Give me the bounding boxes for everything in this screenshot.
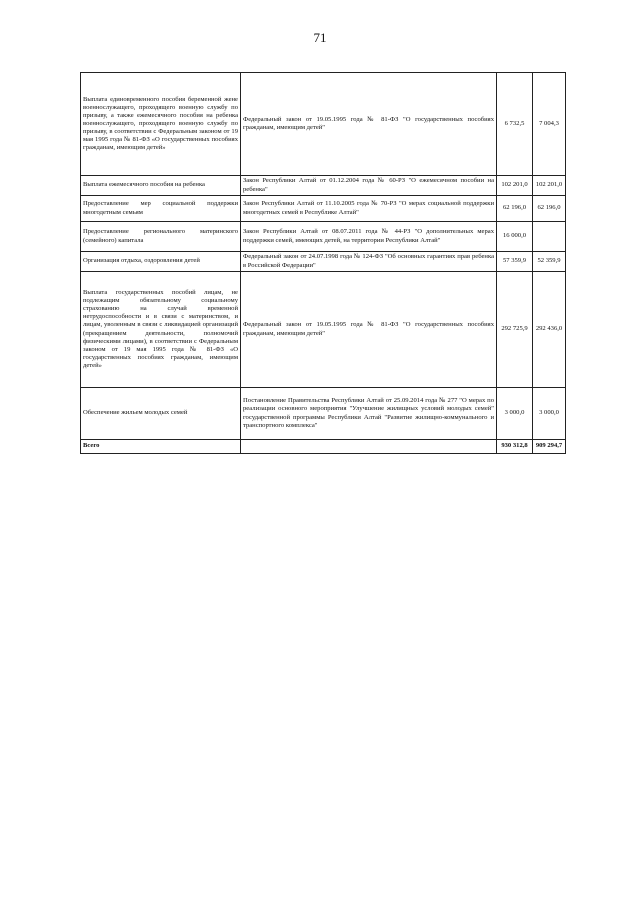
total-law-empty: [241, 440, 497, 454]
row-law: Закон Республики Алтай от 01.12.2004 года № 60-РЗ "О ежемесячном пособии на ребенка": [241, 176, 497, 196]
row-value-2: 3 000,0: [533, 388, 566, 440]
row-name: Выплата единовременного пособия беременной жене военнослужащего, проходящего военную службу по призыву, а также ежемесячного пособия на ребенка военнослужащего, проходящего военную службу по призыву, в соответствии с Федеральным законом от 19 мая 1995 года № 81-ФЗ «О государственных пособиях гражданам, имеющим детей»: [81, 73, 241, 176]
row-name: Выплата ежемесячного пособия на ребенка: [81, 176, 241, 196]
row-name: Организация отдыха, оздоровления детей: [81, 252, 241, 272]
row-law: Постановление Правительства Республики Алтай от 25.09.2014 года № 277 "О мерах по реализации основного мероприятия "Улучшение жилищных условий молодых семей" государственной программы Республики Алтай "Развитие жилищно-коммунального и транспортного комплекса": [241, 388, 497, 440]
row-value-1: 16 000,0: [497, 222, 533, 252]
row-value-1: 292 725,9: [497, 272, 533, 388]
table-row: [81, 388, 566, 440]
row-name: Предоставление регионального материнского (семейного) капитала: [81, 222, 241, 252]
row-name: Предоставление мер социальной поддержки многодетным семьям: [81, 196, 241, 222]
table-row: [81, 196, 566, 222]
table-row: [81, 222, 566, 252]
row-law: Федеральный закон от 24.07.1998 года № 124-ФЗ "Об основных гарантиях прав ребенка в Российской Федерации": [241, 252, 497, 272]
row-name: Выплата государственных пособий лицам, не подлежащим обязательному социальному страхованию на случай временной нетрудоспособности и в связи с материнством, и лицам, уволенным в связи с ликвидацией организаций (прекращением деятельности, полномочий физическими лицами), в соответствии с Федеральным законом от 19 мая 1995 года № 81-ФЗ «О государственных пособиях гражданам, имеющим детей»: [81, 272, 241, 388]
row-law: Федеральный закон от 19.05.1995 года № 81-ФЗ "О государственных пособиях гражданам, имеющим детей": [241, 272, 497, 388]
total-value-2: 909 294,7: [533, 440, 566, 454]
row-law: Закон Республики Алтай от 08.07.2011 года № 44-РЗ "О дополнительных мерах поддержки семей, имеющих детей, на территории Республики Алтай": [241, 222, 497, 252]
budget-table: [80, 72, 566, 454]
row-value-1: 3 000,0: [497, 388, 533, 440]
row-value-1: 102 201,0: [497, 176, 533, 196]
table-row: [81, 272, 566, 388]
row-value-2: 292 436,0: [533, 272, 566, 388]
row-law: Федеральный закон от 19.05.1995 года № 81-ФЗ "О государственных пособиях гражданам, имеющим детей": [241, 73, 497, 176]
total-label: Всего: [81, 440, 241, 454]
table-row: [81, 73, 566, 176]
row-value-2: 62 196,0: [533, 196, 566, 222]
total-row: [81, 440, 566, 454]
row-name: Обеспечение жильем молодых семей: [81, 388, 241, 440]
table-row: [81, 176, 566, 196]
row-value-2: 102 201,0: [533, 176, 566, 196]
table-row: [81, 252, 566, 272]
total-value-1: 930 312,8: [497, 440, 533, 454]
row-value-1: 6 732,5: [497, 73, 533, 176]
row-value-1: 62 196,0: [497, 196, 533, 222]
row-value-2: 7 004,3: [533, 73, 566, 176]
row-value-2: 52 359,9: [533, 252, 566, 272]
page-number: 71: [313, 30, 327, 45]
row-value-1: 57 359,9: [497, 252, 533, 272]
row-law: Закон Республики Алтай от 11.10.2005 года № 70-РЗ "О мерах социальной поддержки многодетных семей в Республике Алтай": [241, 196, 497, 222]
row-value-2: [533, 222, 566, 252]
